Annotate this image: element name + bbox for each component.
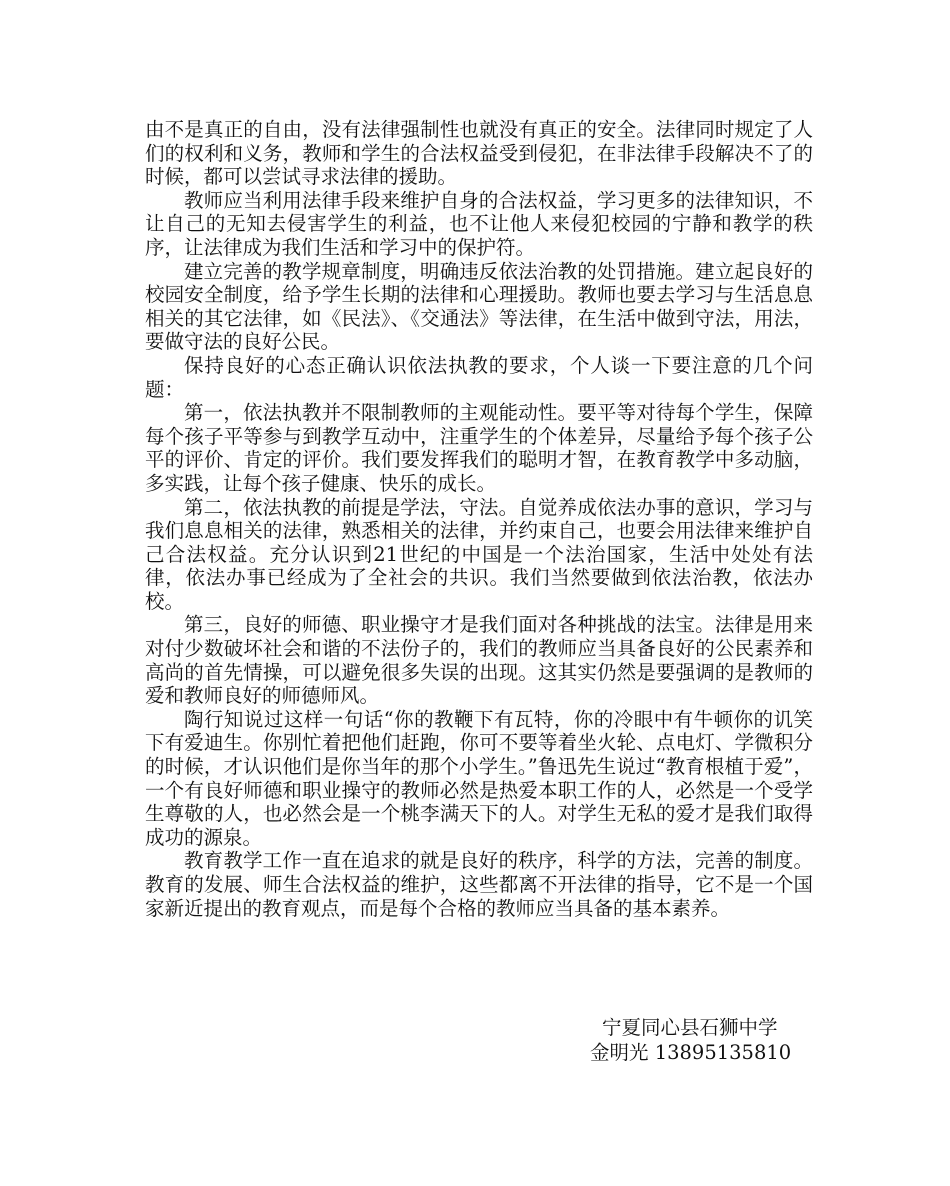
paragraph-4: 保持良好的心态正确认识依法执教的要求，个人谈一下要注意的几个问题： xyxy=(145,353,813,401)
paragraph-7: 第三，良好的师德、职业操守才是我们面对各种挑战的法宝。法律是用来对付少数破坏社会和谐的不法份子的，我们的教师应当具备良好的公民素养和高尚的首先情操，可以避免很多失误的出现。这其实仍然是要强调的是教师的爱和教师良好的师德师风。 xyxy=(145,613,813,708)
signature-block xyxy=(590,1015,820,1065)
paragraph-1: 由不是真正的自由，没有法律强制性也就没有真正的安全。法律同时规定了人们的权利和义务，教师和学生的合法权益受到侵犯，在非法律手段解决不了的时候，都可以尝试寻求法律的援助。 xyxy=(145,118,813,189)
paragraph-8: 陶行知说过这样一句话“你的教鞭下有瓦特，你的冷眼中有牛顿你的讥笑下有爱迪生。你别忙着把他们赶跑，你可不要等着坐火轮、点电灯、学微积分的时候，才认识他们是你当年的那个小学生。”鲁迅先生说过“教育根植于爱”，一个有良好师德和职业操守的教师必然是热爱本职工作的人，必然是一个受学生尊敬的人，也必然会是一个桃李满天下的人。对学生无私的爱才是我们取得成功的源泉。 xyxy=(145,707,813,849)
paragraph-9: 教育教学工作一直在追求的就是良好的秩序，科学的方法，完善的制度。教育的发展、师生合法权益的维护，这些都离不开法律的指导，它不是一个国家新近提出的教育观点，而是每个合格的教师应当具备的基本素养。 xyxy=(145,849,813,920)
paragraph-3: 建立完善的教学规章制度，明确违反依法治教的处罚措施。建立起良好的校园安全制度，给予学生长期的法律和心理援助。教师也要去学习与生活息息相关的其它法律，如《民法》、《交通法》等法律，在生活中做到守法，用法，要做守法的良好公民。 xyxy=(145,259,813,354)
paragraph-6: 第二，依法执教的前提是学法，守法。自觉养成依法办事的意识，学习与我们息息相关的法律，熟悉相关的法律，并约束自己，也要会用法律来维护自己合法权益。充分认识到21世纪的中国是一个法治国家，生活中处处有法律，依法办事已经成为了全社会的共识。我们当然要做到依法治教，依法办校。 xyxy=(145,495,813,613)
document-body xyxy=(145,118,813,920)
signature-organization: 宁夏同心县石狮中学 xyxy=(602,1016,778,1039)
paragraph-2: 教师应当利用法律手段来维护自身的合法权益，学习更多的法律知识，不让自己的无知去侵害学生的利益，也不让他人来侵犯校园的宁静和教学的秩序，让法律成为我们生活和学习中的保护符。 xyxy=(145,188,813,259)
paragraph-5: 第一，依法执教并不限制教师的主观能动性。要平等对待每个学生，保障每个孩子平等参与到教学互动中，注重学生的个体差异，尽量给予每个孩子公平的评价、肯定的评价。我们要发挥我们的聪明才智，在教育教学中多动脑，多实践，让每个孩子健康、快乐的成长。 xyxy=(145,401,813,495)
signature-author: 金明光 13895135810 xyxy=(590,1041,792,1064)
